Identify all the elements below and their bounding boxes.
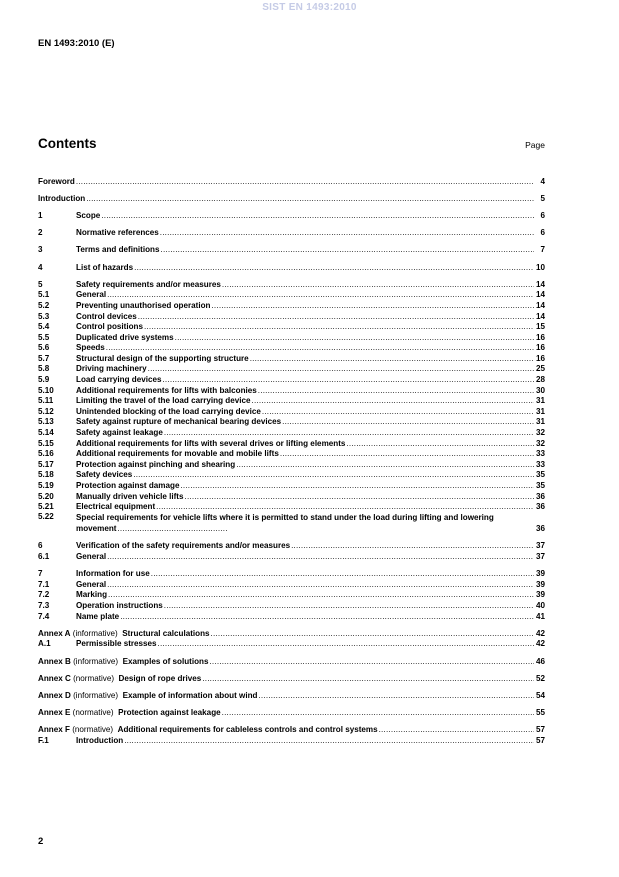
toc-entry-7-2[interactable]: [38, 590, 545, 601]
toc-number: A.1: [38, 639, 51, 649]
leader-dots: [158, 639, 534, 649]
toc-title: Example of information about wind: [122, 690, 258, 700]
toc-entry-5-16[interactable]: [38, 449, 545, 460]
toc-page: 42: [535, 639, 545, 649]
toc-number: 7.4: [38, 611, 50, 621]
toc-title: Structural design of the supporting structure: [76, 353, 249, 363]
toc-number: 5.13: [38, 417, 54, 427]
toc-title: Terms and definitions: [76, 245, 160, 255]
leader-dots: [161, 245, 535, 255]
toc-entry-f-1[interactable]: [38, 735, 545, 746]
toc-number: 2: [38, 228, 43, 238]
toc-page: 14: [535, 300, 545, 310]
toc-page: 32: [535, 428, 545, 438]
toc-number: 5: [38, 279, 43, 289]
annex-label: Annex F: [38, 725, 70, 735]
leader-dots: [202, 674, 534, 684]
toc-number: 3: [38, 245, 43, 255]
toc-page: 32: [535, 438, 545, 448]
toc-page: 28: [535, 375, 545, 385]
toc-title: Duplicated drive systems: [76, 332, 174, 342]
toc-number: 5.19: [38, 481, 54, 490]
toc-title: Load carrying devices: [76, 375, 162, 385]
toc-entry-5-22[interactable]: [38, 512, 545, 534]
leader-dots: [164, 601, 534, 611]
toc-page: 54: [535, 690, 545, 700]
toc-entry-annex-a[interactable]: [38, 628, 545, 639]
annex-label: Annex C: [38, 673, 71, 683]
toc-title: Foreword: [38, 176, 75, 186]
toc-title: Driving machinery: [76, 364, 147, 374]
toc-page: 57: [535, 725, 545, 735]
toc-title: Safety requirements and/or measures: [76, 279, 221, 289]
toc-entry-5-17[interactable]: [38, 459, 545, 470]
toc-title: Safety against rupture of mechanical bearing devices: [76, 417, 282, 427]
annex-label: Annex A: [38, 628, 71, 638]
toc-title: General: [76, 579, 107, 589]
leader-dots: [107, 552, 534, 562]
toc-title: Scope: [76, 210, 101, 220]
toc-title: Structural calculations: [122, 628, 210, 638]
toc-number: 5.7: [38, 353, 50, 363]
toc-entry-5-12[interactable]: [38, 406, 545, 417]
toc-entry-5-4[interactable]: [38, 322, 545, 333]
leader-dots: [164, 428, 534, 438]
toc-entry-5-18[interactable]: [38, 470, 545, 481]
leader-dots: [162, 375, 534, 385]
toc-entry-3[interactable]: [38, 245, 545, 256]
toc-number: 5.11: [38, 396, 54, 406]
toc-entry-7-1[interactable]: [38, 579, 545, 590]
toc-entry-5-2[interactable]: [38, 300, 545, 311]
toc-number: 5.15: [38, 438, 54, 448]
toc-entry-4[interactable]: [38, 262, 545, 273]
toc-page: 25: [535, 364, 545, 374]
toc-page: 16: [535, 332, 545, 342]
toc-page: 35: [535, 481, 545, 490]
toc-entry-5-6[interactable]: [38, 343, 545, 354]
toc-title: Speeds: [76, 343, 105, 353]
leader-dots: [282, 417, 534, 427]
toc-title: Control devices: [76, 311, 137, 321]
toc-number: 5.3: [38, 311, 50, 321]
toc-title: Manually driven vehicle lifts: [76, 491, 184, 501]
toc-number: 5.18: [38, 470, 54, 480]
toc-entry-5-7[interactable]: [38, 353, 545, 364]
toc-number: 7.1: [38, 579, 50, 589]
toc-page: 57: [535, 735, 545, 745]
annex-label: Annex E: [38, 708, 71, 718]
toc-page: 14: [535, 311, 545, 321]
document-id: EN 1493:2010 (E): [38, 38, 115, 49]
leader-dots: [120, 612, 534, 622]
toc-entry-1[interactable]: [38, 210, 545, 221]
toc-page: 5: [540, 193, 545, 203]
toc-entry-7[interactable]: [38, 569, 545, 580]
toc-title: List of hazards: [76, 262, 134, 272]
leader-dots: [117, 524, 227, 534]
toc-page: 33: [535, 449, 545, 459]
toc-title: Marking: [76, 590, 108, 600]
toc-title: Safety against leakage: [76, 428, 163, 438]
toc-title: Control positions: [76, 322, 143, 332]
toc-entry-annex-b[interactable]: [38, 656, 545, 667]
toc-entry-5-20[interactable]: [38, 491, 545, 502]
toc-title: Additional requirements for lifts with several drives or lifting elements: [76, 438, 346, 448]
toc-title: Normative references: [76, 228, 159, 238]
toc-number: 5.12: [38, 406, 54, 416]
toc-entry-annex-c[interactable]: [38, 673, 545, 684]
toc-entry-5-14[interactable]: [38, 427, 545, 438]
leader-dots: [211, 629, 534, 639]
toc-entry-5-21[interactable]: [38, 502, 545, 513]
leader-dots: [291, 541, 534, 551]
toc-number: 5.14: [38, 428, 54, 438]
leader-dots: [86, 194, 534, 204]
toc-entry-5-9[interactable]: [38, 374, 545, 385]
leader-dots: [156, 502, 534, 512]
leader-dots: [346, 439, 534, 449]
toc-title: Introduction: [76, 735, 124, 745]
toc-number: 7.2: [38, 590, 50, 600]
toc-title: Examples of solutions: [122, 656, 209, 666]
leader-dots: [236, 460, 534, 470]
toc-entry-5-10[interactable]: [38, 385, 545, 396]
toc-number: 5.2: [38, 300, 50, 310]
toc-entry-5[interactable]: [38, 279, 545, 290]
toc-number: 5.10: [38, 385, 54, 395]
leader-dots: [250, 354, 534, 364]
toc-title: Safety devices: [76, 470, 133, 480]
leader-dots: [185, 492, 534, 502]
toc-title: Information for use: [76, 569, 150, 579]
toc-entry-5-13[interactable]: [38, 417, 545, 428]
leader-dots: [133, 470, 534, 480]
leader-dots: [258, 691, 534, 701]
toc-entry-annex-d[interactable]: [38, 690, 545, 701]
toc-title: Additional requirements for cableless controls and control systems: [117, 725, 378, 735]
annex-label: Annex B: [38, 656, 71, 666]
toc-number: 5.1: [38, 290, 50, 300]
leader-dots: [379, 725, 534, 735]
leader-dots: [124, 736, 534, 746]
page-number: 2: [38, 836, 44, 847]
toc-number: 5.8: [38, 364, 50, 374]
toc-page: 36: [535, 524, 545, 534]
toc-entry-a-1[interactable]: [38, 639, 545, 650]
toc-title: Special requirements for vehicle lifts where it is permitted to stand under the load during lifting and lowering movement: [76, 513, 494, 534]
toc-page: 14: [535, 279, 545, 289]
leader-dots: [107, 290, 534, 300]
toc-number: 5.6: [38, 343, 50, 353]
leader-dots: [148, 364, 534, 374]
toc-page: 36: [535, 491, 545, 501]
toc-entry-5-11[interactable]: [38, 396, 545, 407]
toc-page: 40: [535, 600, 545, 610]
toc-title: Additional requirements for lifts with balconies: [76, 385, 257, 395]
toc-number: 5.4: [38, 322, 50, 332]
leader-dots: [252, 396, 534, 406]
leader-dots: [160, 228, 534, 238]
toc-title: Verification of the safety requirements and/or measures: [76, 541, 291, 551]
toc-title: Protection against damage: [76, 481, 180, 490]
toc-page: 31: [535, 396, 545, 406]
toc-title: Permissible stresses: [76, 639, 157, 649]
toc-page: 46: [535, 656, 545, 666]
toc-page: 33: [535, 459, 545, 469]
toc-entry-foreword[interactable]: [38, 176, 545, 187]
toc-page: 10: [535, 262, 545, 272]
toc-entry-5-3[interactable]: [38, 311, 545, 322]
leader-dots: [209, 657, 534, 667]
toc-page: 31: [535, 417, 545, 427]
annex-kind: (informative): [73, 656, 119, 666]
toc-number: 5.9: [38, 375, 50, 385]
annex-kind: (normative): [73, 673, 115, 683]
page-column-label: Page: [525, 140, 545, 150]
toc-page: 4: [540, 176, 545, 186]
toc-number: 5.21: [38, 502, 54, 512]
toc-entry-annex-e[interactable]: [38, 707, 545, 718]
watermark: SIST EN 1493:2010: [262, 2, 357, 13]
toc-title: Protection against pinching and shearing: [76, 459, 236, 469]
leader-dots: [222, 708, 534, 718]
toc-page: 36: [535, 502, 545, 512]
toc-page: 16: [535, 343, 545, 353]
toc-page: 42: [535, 628, 545, 638]
toc-number: 5.16: [38, 449, 54, 459]
toc-title: General: [76, 551, 107, 561]
toc-number: 4: [38, 262, 43, 272]
toc-title: Protection against leakage: [118, 708, 221, 718]
toc-entry-6-1[interactable]: [38, 551, 545, 562]
toc-entry-6[interactable]: [38, 541, 545, 552]
toc-page: 15: [535, 322, 545, 332]
toc-title: Introduction: [38, 193, 86, 203]
toc-title: Limiting the travel of the load carrying device: [76, 396, 251, 406]
toc-title: Operation instructions: [76, 600, 163, 610]
toc-number: 1: [38, 210, 43, 220]
leader-dots: [108, 590, 534, 600]
toc-page: 6: [540, 210, 545, 220]
toc-entry-5-19[interactable]: [38, 480, 545, 491]
leader-dots: [222, 280, 534, 290]
leader-dots: [144, 322, 534, 332]
toc-entry-5-8[interactable]: [38, 364, 545, 375]
toc-title: Additional requirements for movable and mobile lifts: [76, 449, 279, 459]
leader-dots: [151, 569, 534, 579]
toc-page: 39: [535, 579, 545, 589]
leader-dots: [134, 263, 534, 273]
toc-entry-7-4[interactable]: [38, 611, 545, 622]
toc-entry-introduction[interactable]: [38, 193, 545, 204]
toc-entry-2[interactable]: [38, 228, 545, 239]
toc-entry-5-15[interactable]: [38, 438, 545, 449]
toc-page: 35: [535, 470, 545, 480]
toc-number: 6: [38, 541, 43, 551]
toc-number: 5.20: [38, 491, 54, 501]
toc-number: 7.3: [38, 600, 50, 610]
leader-dots: [138, 312, 534, 322]
toc-entry-7-3[interactable]: [38, 600, 545, 611]
toc-title: Name plate: [76, 611, 120, 621]
annex-kind: (informative): [72, 628, 118, 638]
toc-title: Unintended blocking of the load carrying device: [76, 406, 261, 416]
toc-page: 39: [535, 590, 545, 600]
toc-number: 6.1: [38, 551, 50, 561]
table-of-contents: [38, 176, 545, 746]
toc-entry-5-1[interactable]: [38, 290, 545, 301]
leader-dots: [258, 386, 534, 396]
toc-number: 5.17: [38, 459, 54, 469]
annex-kind: (informative): [73, 690, 119, 700]
leader-dots: [262, 407, 534, 417]
toc-page: 37: [535, 541, 545, 551]
annex-kind: (normative): [72, 708, 114, 718]
toc-entry-5-5[interactable]: [38, 332, 545, 343]
toc-page: 7: [540, 245, 545, 255]
toc-page: 31: [535, 406, 545, 416]
toc-page: 6: [540, 228, 545, 238]
annex-label: Annex D: [38, 690, 71, 700]
toc-page: 41: [535, 611, 545, 621]
toc-entry-annex-f[interactable]: [38, 725, 545, 736]
leader-dots: [106, 343, 534, 353]
contents-title: Contents: [38, 136, 97, 151]
leader-dots: [101, 211, 534, 221]
leader-dots: [180, 481, 534, 491]
toc-title: General: [76, 290, 107, 300]
toc-title: Design of rope drives: [118, 673, 202, 683]
toc-page: 55: [535, 708, 545, 718]
leader-dots: [76, 177, 534, 187]
toc-number: 5.5: [38, 332, 50, 342]
toc-page: 30: [535, 385, 545, 395]
toc-page: 52: [535, 673, 545, 683]
toc-page: 14: [535, 290, 545, 300]
toc-page: 37: [535, 551, 545, 561]
leader-dots: [175, 333, 534, 343]
toc-title: Preventing unauthorised operation: [76, 300, 211, 310]
toc-title: Electrical equipment: [76, 502, 156, 512]
leader-dots: [107, 580, 534, 590]
leader-dots: [211, 301, 534, 311]
toc-number: F.1: [38, 735, 49, 745]
toc-page: 16: [535, 353, 545, 363]
toc-page: 39: [535, 569, 545, 579]
toc-number: 7: [38, 569, 43, 579]
toc-number: 5.22: [38, 512, 54, 522]
leader-dots: [280, 449, 534, 459]
annex-kind: (normative): [72, 725, 114, 735]
